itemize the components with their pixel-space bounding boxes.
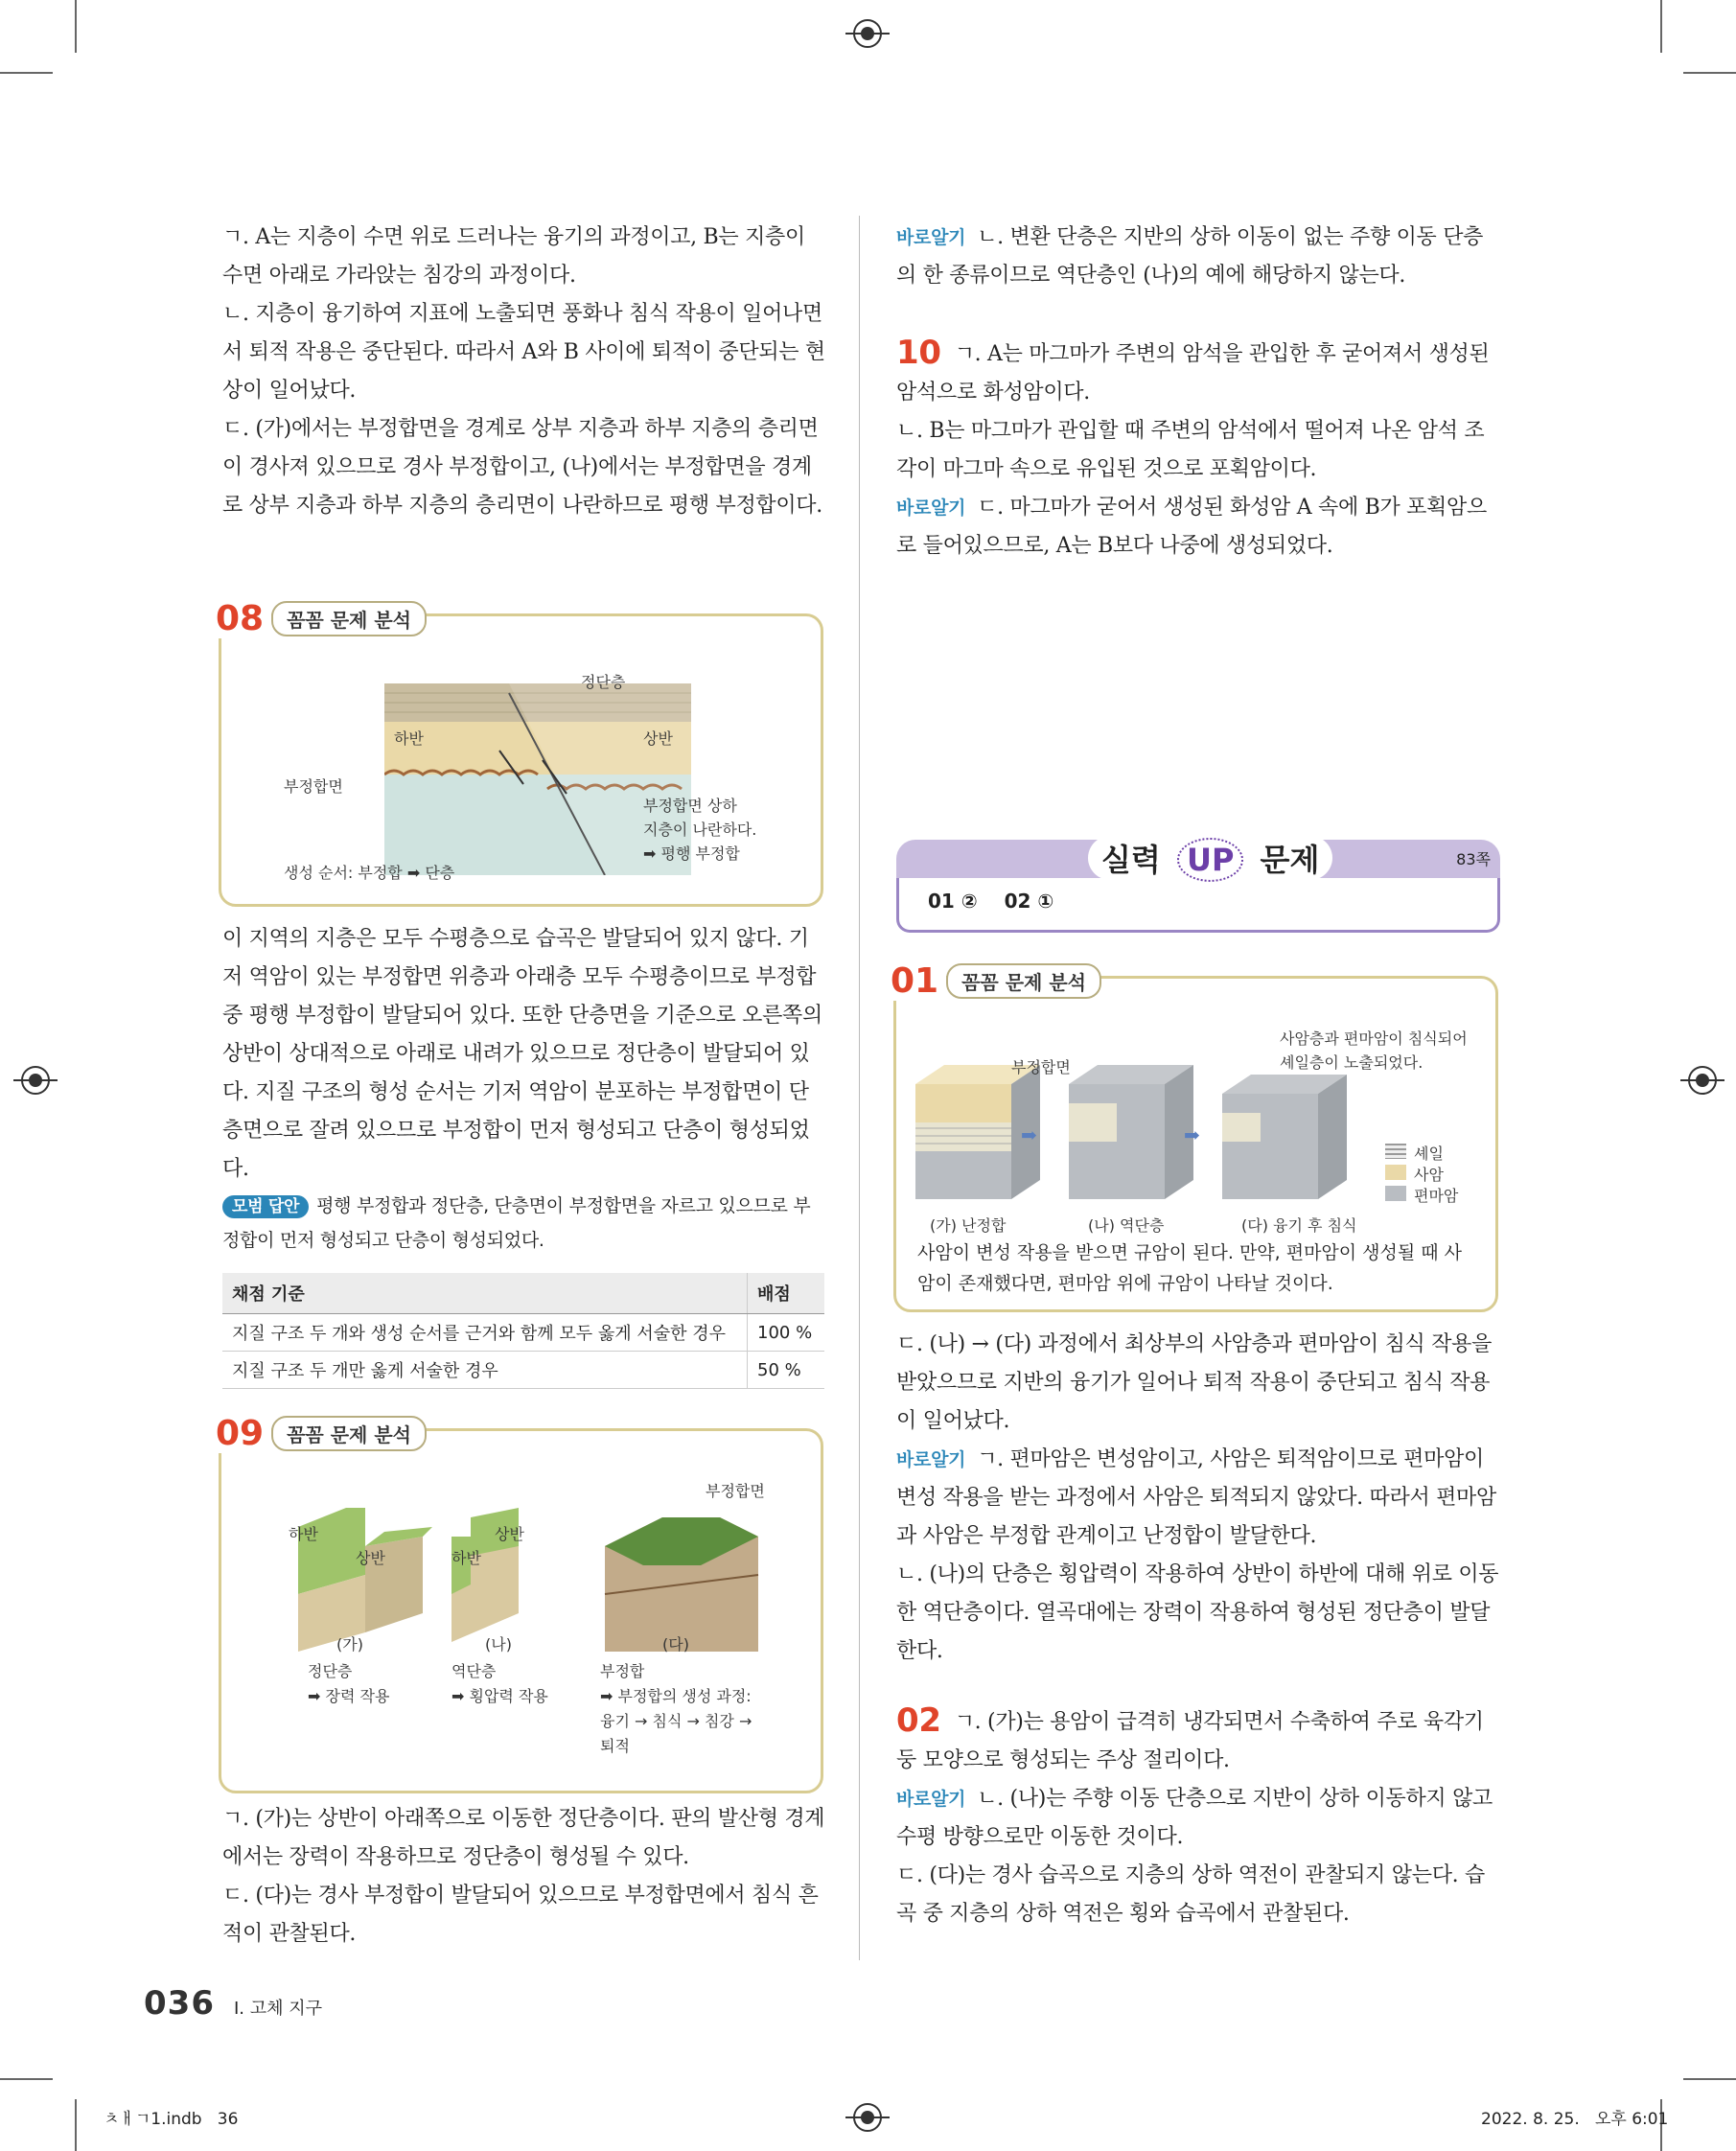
label-b-desc: ➡ 횡압력 작용 xyxy=(451,1687,548,1705)
crop-mark xyxy=(75,0,77,53)
right-text-bottom xyxy=(896,1326,1500,1933)
legend-gneiss: 편마암 xyxy=(1414,1187,1459,1205)
label-fault: 정단층 xyxy=(581,673,626,691)
label-hangingwall-a: 상반 xyxy=(356,1549,385,1567)
crop-mark xyxy=(1660,0,1662,53)
label-c-desc: 부정합 xyxy=(600,1662,645,1680)
registration-mark-icon xyxy=(1688,1066,1717,1095)
answer-paragraph xyxy=(896,219,1500,295)
legend-sandstone: 사암 xyxy=(1414,1166,1444,1184)
label-b: (나) 역단층 xyxy=(1088,1216,1165,1235)
section-header xyxy=(896,836,1500,939)
box-number: 09 xyxy=(216,1414,271,1453)
answer-text: ㄱ. A는 마그마가 주변의 암석을 관입한 후 굳어져서 생성된 암석으로 화성암이다. xyxy=(896,342,1490,405)
table-row xyxy=(222,1352,824,1389)
column-divider xyxy=(859,216,860,1960)
label-footwall-a: 하반 xyxy=(289,1525,318,1543)
label-c-desc: ➡ 부정합의 생성 과정: xyxy=(600,1687,752,1705)
model-answer-text: 평행 부정합과 정단층, 단층면이 부정합면을 자르고 있으므로 부정합이 먼저 형성되고 단층이 형성되었다. xyxy=(222,1195,811,1251)
correction-tag: 바로알기 xyxy=(896,227,966,248)
label-c: (다) xyxy=(662,1635,689,1654)
answer-paragraph: ㄱ. A는 지층이 수면 위로 드러나는 융기의 과정이고, B는 지층이 수면 아래로 가라앉는 침강의 과정이다. xyxy=(222,225,805,288)
label-b-desc: 역단층 xyxy=(451,1662,497,1680)
quick-answers: 01 ② 02 ① xyxy=(928,890,1054,913)
section-title-left: 실력 xyxy=(1101,842,1161,878)
label-unconformity: 부정합면 xyxy=(284,777,343,796)
analysis-box-09 xyxy=(216,1414,823,1793)
answer-text: ㄱ. 편마암은 변성암이고, 사암은 퇴적암이므로 편마암이 변성 작용을 받는 과정에서 사암은 퇴적되지 않았다. 따라서 편마암과 사암은 부정합 관계이고 난정합이 발달한다. xyxy=(896,1447,1496,1548)
registration-mark-icon xyxy=(853,2103,882,2132)
crop-mark xyxy=(0,2078,53,2080)
answer-text: ㄷ. 마그마가 굳어서 생성된 화성암 A 속에 B가 포획암으로 들어있으므로, A는 B보다 나중에 생성되었다. xyxy=(896,496,1487,558)
analysis-box-08 xyxy=(216,599,823,907)
answer-text: ㄴ. (나)는 주향 이동 단층으로 지반이 상하 이동하지 않고 수평 방향으로만 이동한 것이다. xyxy=(896,1787,1493,1849)
label-erosion: 셰일층이 노출되었다. xyxy=(1280,1053,1424,1072)
correction-tag: 바로알기 xyxy=(896,1789,966,1810)
section-title xyxy=(1088,836,1332,880)
legend-shale: 셰일 xyxy=(1414,1145,1444,1163)
svg-text:➡: ➡ xyxy=(1021,1123,1037,1146)
label-c-desc: 퇴적 xyxy=(600,1737,630,1755)
registration-mark-icon xyxy=(853,19,882,48)
box-note: 사암이 변성 작용을 받으면 규암이 된다. 만약, 편마암이 생성될 때 사암이 존재했다면, 편마암 위에 규암이 나타날 것이다. xyxy=(917,1242,1463,1294)
label-erosion: 사암층과 편마암이 침식되어 xyxy=(1280,1029,1468,1048)
answer-paragraph: ㄴ. 지층이 융기하여 지표에 노출되면 풍화나 침식 작용이 일어나면서 퇴적 작용은 중단된다. 따라서 A와 B 사이에 퇴적이 중단되는 현상이 일어났다. xyxy=(222,302,825,403)
box-title: 꼼꼼 문제 분석 xyxy=(271,601,427,636)
grading-header: 채점 기준 xyxy=(222,1273,748,1314)
registration-mark-icon xyxy=(21,1066,50,1095)
label-footwall-b: 하반 xyxy=(451,1549,481,1567)
label-note: ➡ 평행 부정합 xyxy=(643,844,740,863)
crop-mark xyxy=(75,2099,77,2151)
question-number: 10 xyxy=(896,334,941,372)
legend-swatch-sandstone xyxy=(1385,1165,1406,1180)
answer-paragraph: ㄷ. (가)에서는 부정합면을 경계로 상부 지층과 하부 지층의 층리면이 경사져 있으므로 경사 부정합이고, (나)에서는 부정합면을 경계로 상부 지층과 하부 지층의 층리면이 나란하므로 평행 부정합이다. xyxy=(222,417,822,518)
grading-header: 배점 xyxy=(748,1273,825,1314)
table-cell: 지질 구조 두 개와 생성 순서를 근거와 함께 모두 옳게 서술한 경우 xyxy=(222,1314,748,1352)
label-a-desc: 정단층 xyxy=(308,1662,353,1680)
label-unconformity: 부정합면 xyxy=(1011,1058,1071,1076)
answer-text: ㄱ. (가)는 용암이 급격히 냉각되면서 수축하여 주로 육각기둥 모양으로 형성되는 주상 절리이다. xyxy=(896,1710,1484,1772)
label-order: 생성 순서: 부정합 ➡ 단층 xyxy=(284,864,455,882)
box-header xyxy=(891,961,1101,1001)
page-number: 036 xyxy=(144,1984,215,2023)
answer-paragraph: ㄴ. B는 마그마가 관입할 때 주변의 암석에서 떨어져 나온 암석 조각이 마그마 속으로 유입된 것으로 포획암이다. xyxy=(896,419,1485,481)
left-text-middle xyxy=(222,920,826,1258)
box-header xyxy=(216,1414,427,1453)
answer-text: ㄴ. 변환 단층은 지반의 상하 이동이 없는 주향 이동 단층의 한 종류이므로 역단층인 (나)의 예에 해당하지 않는다. xyxy=(896,225,1484,288)
crop-mark xyxy=(1683,72,1736,74)
crop-mark xyxy=(1683,2078,1736,2080)
label-c: (다) 융기 후 침식 xyxy=(1241,1216,1357,1235)
answer-paragraph: ㄱ. (가)는 상반이 아래쪽으로 이동한 정단층이다. 판의 발산형 경계에서는 장력이 작용하므로 정단층이 형성될 수 있다. xyxy=(222,1807,825,1869)
box-number: 01 xyxy=(891,961,946,1001)
crop-mark xyxy=(0,72,53,74)
analysis-box-01 xyxy=(891,961,1498,1312)
correction-tag: 바로알기 xyxy=(896,1449,966,1470)
svg-text:➡: ➡ xyxy=(1184,1123,1200,1146)
up-badge: UP xyxy=(1177,838,1243,882)
model-answer xyxy=(222,1189,826,1258)
label-footwall: 하반 xyxy=(394,729,424,748)
slug-file: ㅊㅐㄱ1.indb 36 xyxy=(104,2110,239,2129)
left-text-bottom xyxy=(222,1800,826,1954)
explanation-paragraph: 이 지역의 지층은 모두 수평층으로 습곡은 발달되어 있지 않다. 기저 역암이 있는 부정합면 위층과 아래층 모두 수평층이므로 부정합 중 평행 부정합이 발달되어 있다. 또한 단층면을 기준으로 오른쪽의 상반이 상대적으로 아래로 내려가 있으므로 정단층이 발달되어 있다. 지질 구조의 형성 순서는 기저 역암이 분포하는 부정합면이 단층면으로 잘려 있으므로 부정합이 먼저 형성되고 단층이 형성되었다. xyxy=(222,927,822,1181)
answer-paragraph xyxy=(896,1441,1500,1556)
label-c-desc: 융기 → 침식 → 침강 → xyxy=(600,1712,752,1730)
label-a-desc: ➡ 장력 작용 xyxy=(308,1687,390,1705)
answer-paragraph: ㄴ. (나)의 단층은 횡압력이 작용하여 상반이 하반에 대해 위로 이동한 역단층이다. 열곡대에는 장력이 작용하여 형성된 정단층이 발달한다. xyxy=(896,1562,1499,1663)
box-number: 08 xyxy=(216,599,271,638)
label-hangingwall: 상반 xyxy=(643,729,673,748)
table-row xyxy=(222,1314,824,1352)
label-a: (가) xyxy=(336,1635,363,1654)
label-note: 부정합면 상하 xyxy=(643,797,737,815)
section-title-right: 문제 xyxy=(1260,842,1320,878)
answer-paragraph: ㄷ. (다)는 경사 습곡으로 지층의 상하 역전이 관찰되지 않는다. 습곡 중 지층의 상하 역전은 횡와 습곡에서 관찰된다. xyxy=(896,1863,1485,1926)
table-cell: 지질 구조 두 개만 옳게 서술한 경우 xyxy=(222,1352,748,1389)
label-note: 지층이 나란하다. xyxy=(643,821,757,839)
answer-strip xyxy=(896,878,1500,933)
legend-swatch-gneiss xyxy=(1385,1186,1406,1201)
legend-swatch-shale xyxy=(1385,1144,1406,1159)
chapter-name: I. 고체 지구 xyxy=(233,1999,323,2019)
question-number: 02 xyxy=(896,1701,941,1740)
box-header xyxy=(216,599,427,638)
answer-paragraph xyxy=(896,489,1500,566)
label-unconformity: 부정합면 xyxy=(706,1482,765,1500)
page-footer xyxy=(144,1984,322,2023)
table-cell: 50 % xyxy=(748,1352,825,1389)
answer-paragraph: ㄷ. (나) → (다) 과정에서 최상부의 사암층과 편마암이 침식 작용을 받았으므로 지반의 융기가 일어나 퇴적 작용이 중단되고 침식 작용이 일어났다. xyxy=(896,1332,1493,1433)
label-a: (가) 난정합 xyxy=(930,1216,1007,1235)
right-text-top xyxy=(896,219,1500,566)
table-cell: 100 % xyxy=(748,1314,825,1352)
slug-date: 2022. 8. 25. 오후 6:01 xyxy=(1481,2110,1669,2129)
correction-tag: 바로알기 xyxy=(896,497,966,519)
answer-paragraph: ㄷ. (다)는 경사 부정합이 발달되어 있으므로 부정합면에서 침식 흔적이 관찰된다. xyxy=(222,1884,819,1946)
answer-paragraph xyxy=(896,334,1500,412)
label-hangingwall-b: 상반 xyxy=(495,1525,524,1543)
label-b: (나) xyxy=(485,1635,512,1654)
grading-table xyxy=(222,1273,824,1389)
answer-paragraph xyxy=(896,1701,1500,1780)
box-title: 꼼꼼 문제 분석 xyxy=(946,963,1101,999)
left-text-top xyxy=(222,219,826,525)
model-answer-tag: 모범 답안 xyxy=(222,1195,309,1218)
page-reference: 83쪽 xyxy=(1456,850,1491,868)
box-title: 꼼꼼 문제 분석 xyxy=(271,1416,427,1451)
answer-paragraph xyxy=(896,1780,1500,1857)
unconformity-sequence-diagram xyxy=(915,1065,1356,1218)
